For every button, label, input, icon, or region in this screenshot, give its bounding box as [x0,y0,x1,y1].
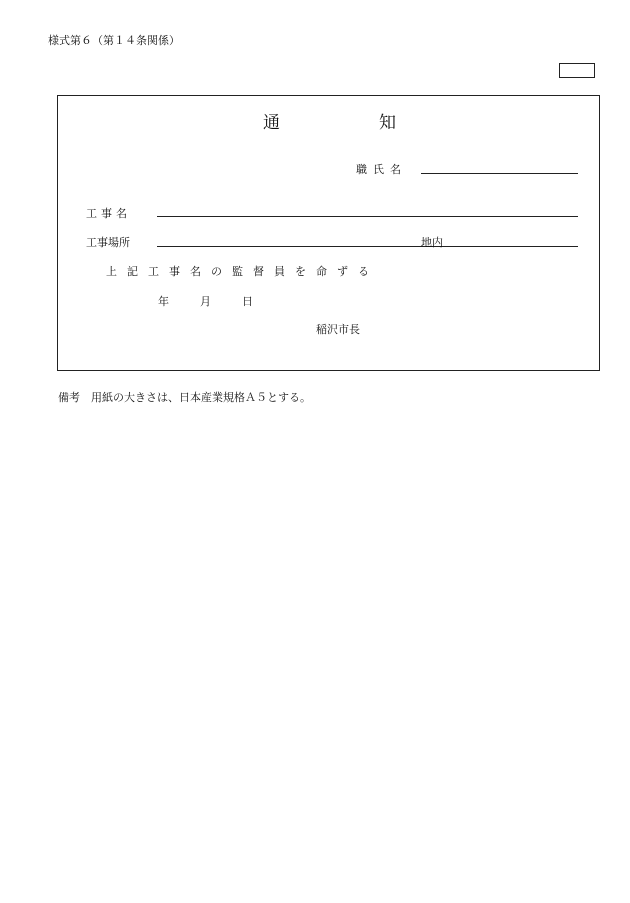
work-name-field-line[interactable] [157,216,578,217]
area-suffix: 地内 [421,236,443,249]
form-number-label: 様式第６（第１４条関係） [48,34,180,47]
issuer-mayor: 稲沢市長 [316,323,360,336]
notice-title-char-1: 通 [263,113,280,133]
document-number-box[interactable] [559,63,595,78]
date-month-label: 月 [200,295,211,308]
appointment-statement: 上記工事名の監督員を命ずる [106,265,379,278]
date-year-label: 年 [158,295,169,308]
notice-title-char-2: 知 [379,113,396,133]
date-day-label: 日 [242,295,253,308]
remarks-note: 備考 用紙の大きさは、日本産業規格Ａ５とする。 [58,391,311,404]
name-label: 職氏名 [356,163,407,176]
work-place-label: 工事場所 [86,236,130,249]
work-name-label: 工事名 [86,207,131,220]
name-field-line[interactable] [421,173,578,174]
work-place-field-line[interactable] [157,246,578,247]
